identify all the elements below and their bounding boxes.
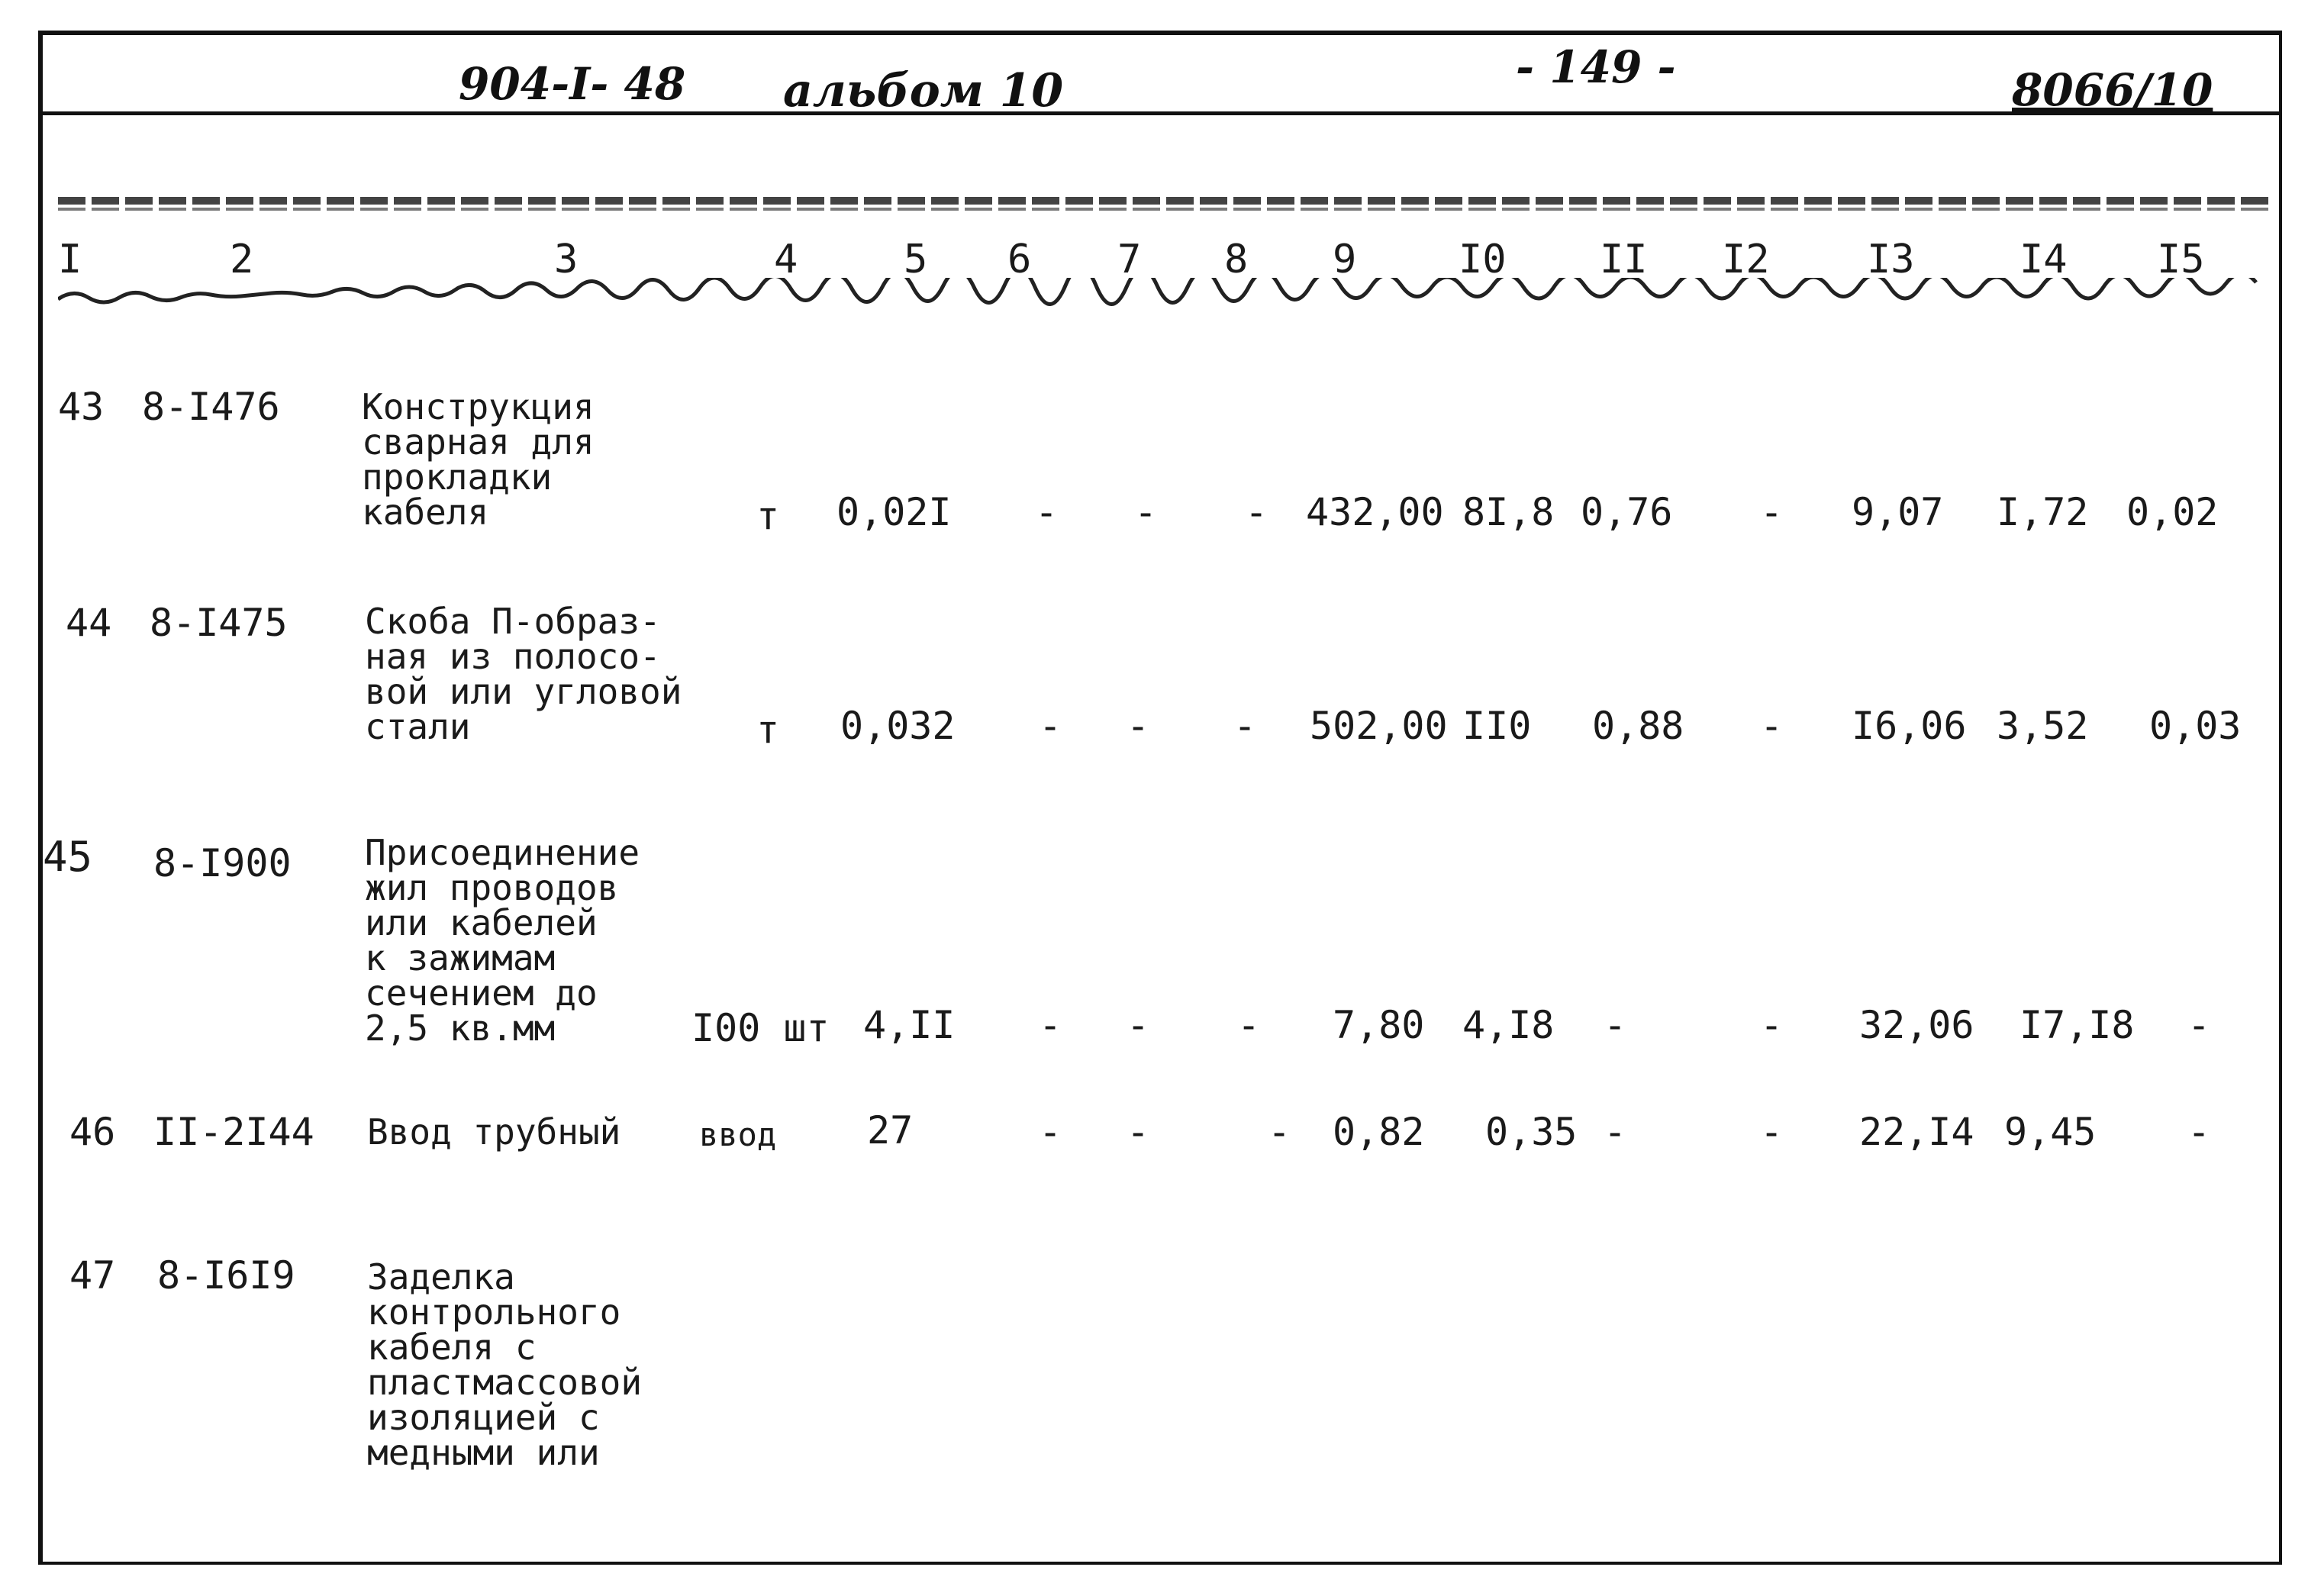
rate-code: 8-I6I9 bbox=[157, 1253, 295, 1298]
column-header-6: 6 bbox=[1007, 237, 1032, 282]
column-header-13: I3 bbox=[1867, 237, 1915, 282]
col-14: 3,52 bbox=[1997, 704, 2089, 748]
col-10: 8I,8 bbox=[1462, 490, 1555, 534]
column-header-4: 4 bbox=[774, 237, 798, 282]
quantity: 0,032 bbox=[840, 704, 956, 748]
work-name: Присоединение жил проводов или кабелей к зажимам сечением до 2,5 кв.мм bbox=[365, 832, 640, 1049]
row-number: 45 bbox=[43, 833, 93, 881]
col-8: - bbox=[1268, 1110, 1291, 1154]
col-6: - bbox=[1039, 1003, 1062, 1047]
col-7: - bbox=[1134, 490, 1158, 534]
quantity: 4,II bbox=[863, 1003, 956, 1047]
col-10: 0,35 bbox=[1485, 1110, 1578, 1154]
document-sheet bbox=[38, 31, 2282, 1565]
column-header-15: I5 bbox=[2157, 237, 2205, 282]
col-11: 0,88 bbox=[1592, 704, 1684, 748]
col-12: - bbox=[1760, 490, 1784, 534]
column-header-5: 5 bbox=[904, 237, 928, 282]
work-name: Ввод трубный bbox=[367, 1111, 621, 1153]
unit: т bbox=[756, 708, 780, 752]
col-9: 502,00 bbox=[1310, 704, 1448, 748]
quantity: 27 bbox=[867, 1108, 914, 1153]
unit: т bbox=[756, 494, 780, 538]
column-header-12: I2 bbox=[1722, 237, 1770, 282]
quantity: 0,02I bbox=[836, 490, 952, 534]
col-15: 0,02 bbox=[2126, 490, 2219, 534]
rate-code: II-2I44 bbox=[153, 1110, 314, 1154]
col-14: I,72 bbox=[1997, 490, 2089, 534]
col-13: I6,06 bbox=[1852, 704, 1967, 748]
col-7: - bbox=[1127, 1003, 1150, 1047]
rate-code: 8-I475 bbox=[150, 601, 288, 645]
col-13: 22,I4 bbox=[1859, 1110, 1974, 1154]
col-8: - bbox=[1237, 1003, 1261, 1047]
rate-code: 8-I476 bbox=[142, 385, 280, 429]
row-number: 44 bbox=[66, 601, 112, 645]
col-6: - bbox=[1039, 1110, 1062, 1154]
table-top-rule-2 bbox=[58, 208, 2271, 211]
column-header-11: II bbox=[1600, 237, 1648, 282]
work-name: Заделка контрольного кабеля с пластмассовой изоляцией с медными или bbox=[367, 1256, 643, 1473]
col-7: - bbox=[1127, 1110, 1150, 1154]
col-12: - bbox=[1760, 1110, 1784, 1154]
column-header-3: 3 bbox=[554, 237, 579, 282]
col-9: 432,00 bbox=[1306, 490, 1444, 534]
col-14: 9,45 bbox=[2004, 1110, 2097, 1154]
col-9: 7,80 bbox=[1333, 1003, 1425, 1047]
album-label: альбом 10 bbox=[783, 64, 1064, 118]
column-header-9: 9 bbox=[1333, 237, 1357, 282]
column-header-1: I bbox=[58, 237, 82, 282]
col-12: - bbox=[1760, 704, 1784, 748]
row-number: 43 bbox=[58, 385, 105, 429]
page-number: - 149 - bbox=[1516, 41, 1676, 93]
col-13: 9,07 bbox=[1852, 490, 1944, 534]
rate-code: 8-I900 bbox=[153, 841, 292, 885]
doc-code: 904-I- 48 bbox=[459, 58, 686, 110]
col-8: - bbox=[1233, 704, 1257, 748]
col-15: - bbox=[2187, 1110, 2211, 1154]
col-6: - bbox=[1039, 704, 1062, 748]
column-header-14: I4 bbox=[2020, 237, 2068, 282]
row-number: 46 bbox=[69, 1110, 116, 1154]
unit: ввод bbox=[699, 1116, 777, 1153]
col-13: 32,06 bbox=[1859, 1003, 1974, 1047]
row-number: 47 bbox=[69, 1253, 116, 1298]
col-7: - bbox=[1127, 704, 1150, 748]
unit: I00 шт bbox=[691, 1006, 830, 1050]
table-top-rule bbox=[58, 197, 2271, 205]
work-name: Конструкция сварная для прокладки кабеля bbox=[362, 386, 595, 533]
col-14: I7,I8 bbox=[2020, 1003, 2135, 1047]
column-header-8: 8 bbox=[1224, 237, 1249, 282]
sheet-reference: 8066/10 bbox=[2012, 64, 2213, 116]
column-header-underline bbox=[58, 278, 2271, 308]
col-9: 0,82 bbox=[1333, 1110, 1425, 1154]
column-header-2: 2 bbox=[230, 237, 254, 282]
col-11: - bbox=[1604, 1003, 1627, 1047]
column-header-10: I0 bbox=[1459, 237, 1507, 282]
col-12: - bbox=[1760, 1003, 1784, 1047]
col-15: - bbox=[2187, 1003, 2211, 1047]
header-rule bbox=[43, 111, 2279, 115]
col-11: 0,76 bbox=[1581, 490, 1673, 534]
col-10: 4,I8 bbox=[1462, 1003, 1555, 1047]
col-10: II0 bbox=[1462, 704, 1532, 748]
col-15: 0,03 bbox=[2149, 704, 2242, 748]
col-8: - bbox=[1245, 490, 1268, 534]
column-header-7: 7 bbox=[1117, 237, 1142, 282]
work-name: Скоба П-образ- ная из полосо- вой или угловой стали bbox=[365, 601, 682, 747]
col-11: - bbox=[1604, 1110, 1627, 1154]
col-6: - bbox=[1035, 490, 1059, 534]
